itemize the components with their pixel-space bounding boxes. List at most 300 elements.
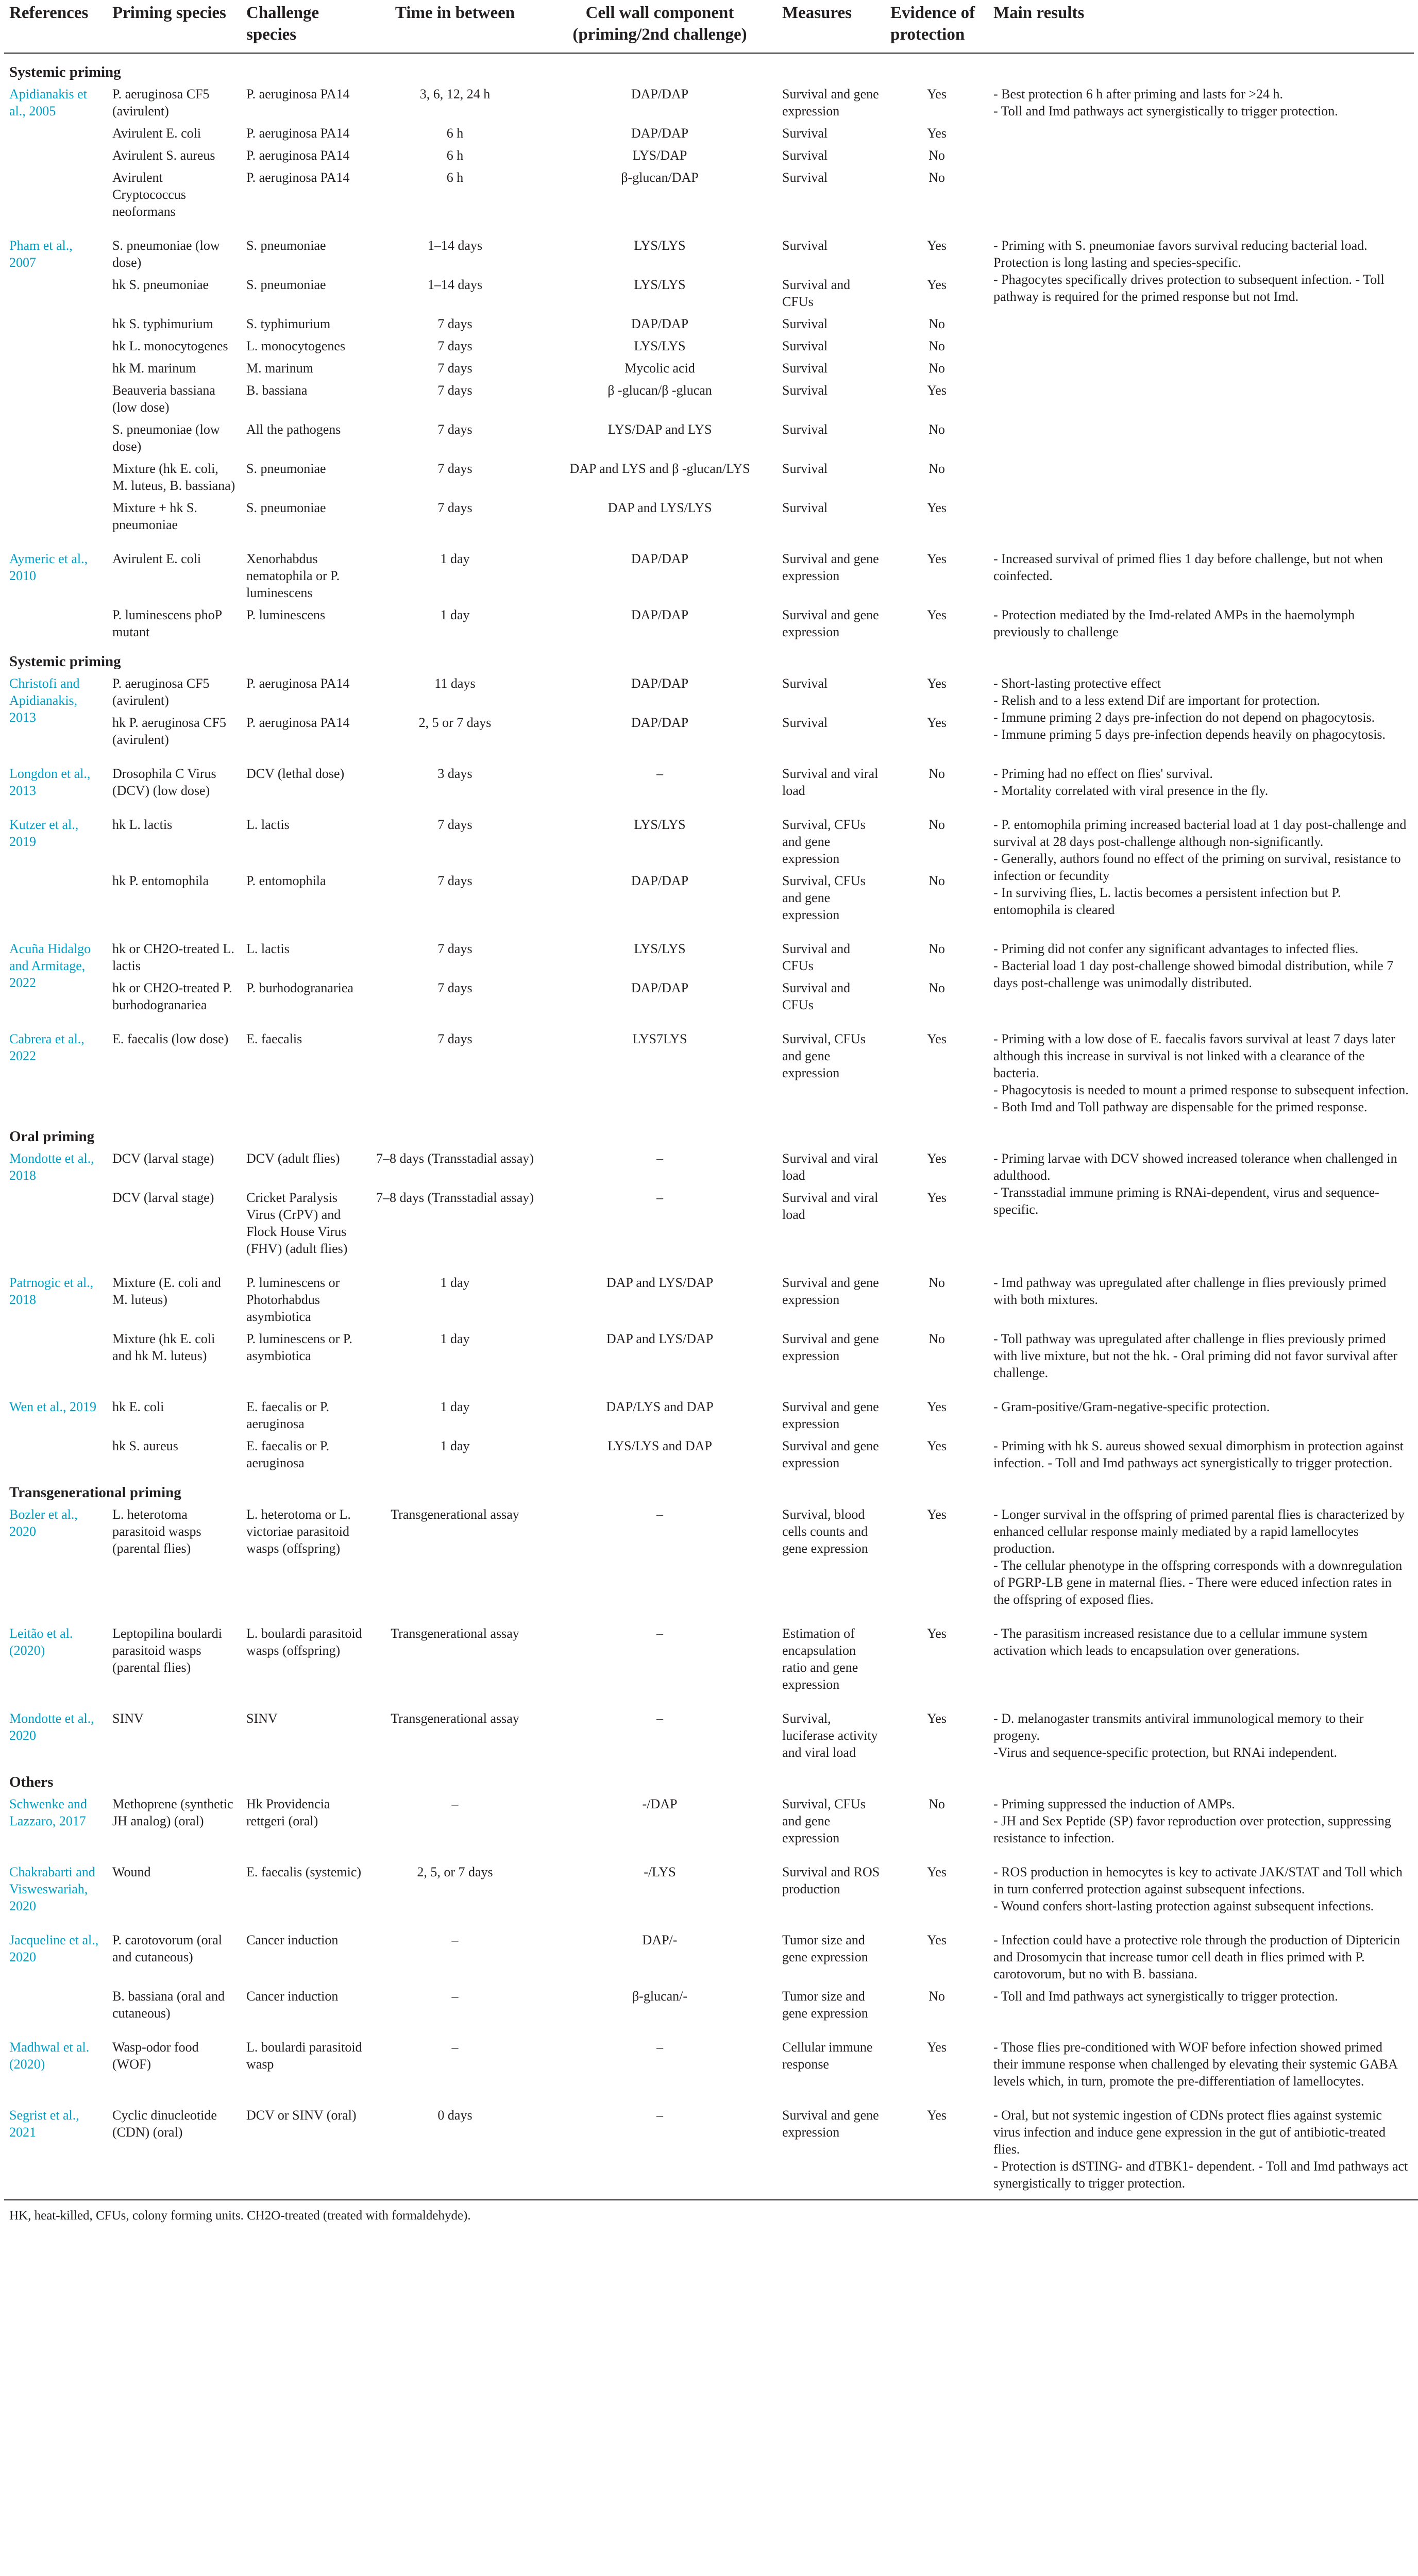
evidence-cell: Yes — [927, 126, 947, 141]
table-row — [4, 1503, 1414, 1611]
time-between-cell: 7 days — [437, 338, 472, 353]
challenge-species-cell: E. faecalis (systemic) — [246, 1865, 362, 1879]
main-results-cell: - P. entomophila priming increased bacterial load at 1 day post-challenge and survival at 28 days post-challenge although non-significantly. - Generally, authors found no effect of the priming on survival, resistance to infection or fecundity - In surviving flies, L. lactis becomes a persistent infection but P. entomophila is cleared — [993, 817, 1407, 917]
cell-wall-cell: – — [656, 1190, 663, 1205]
measures-cell: Survival and gene expression — [782, 87, 879, 118]
cell-wall-cell: β-glucan/- — [632, 1989, 688, 2004]
header-evidence: Evidence of protection — [885, 0, 988, 53]
measures-cell: Survival and gene expression — [782, 1331, 879, 1363]
cell-wall-cell: – — [656, 2108, 663, 2123]
measures-cell: Survival — [782, 170, 828, 185]
challenge-species-cell: S. pneumoniae — [246, 238, 326, 253]
table-row — [4, 604, 1414, 643]
time-between-cell: 6 h — [446, 170, 464, 185]
measures-cell: Tumor size and gene expression — [782, 1989, 868, 2021]
cell-wall-cell: DAP/- — [642, 1933, 678, 1947]
priming-species-cell: P. aeruginosa CF5 (avirulent) — [112, 676, 210, 708]
table-row — [4, 1147, 1414, 1187]
priming-species-cell: DCV (larval stage) — [112, 1190, 214, 1205]
time-between-cell: 1–14 days — [427, 277, 483, 292]
challenge-species-cell: Hk Providencia rettgeri (oral) — [246, 1797, 330, 1828]
time-between-cell: 3 days — [437, 766, 472, 781]
table-row — [4, 1384, 1414, 1435]
challenge-species-cell: Cricket Paralysis Virus (CrPV) and Flock House Virus (FHV) (adult flies) — [246, 1190, 348, 1256]
priming-species-cell: P. luminescens phoP mutant — [112, 607, 222, 639]
cell-wall-cell: – — [656, 766, 663, 781]
challenge-species-cell: L. lactis — [246, 941, 290, 956]
evidence-cell: Yes — [927, 676, 947, 691]
measures-cell: Survival, luciferase activity and viral load — [782, 1711, 878, 1760]
section-row — [4, 1474, 1414, 1503]
section-row — [4, 1764, 1414, 1793]
priming-species-cell: hk L. monocytogenes — [112, 338, 228, 353]
evidence-cell: No — [929, 1331, 945, 1346]
priming-species-cell: Mixture (hk E. coli and hk M. luteus) — [112, 1331, 215, 1363]
table-row — [4, 2092, 1414, 2194]
table-row — [4, 1435, 1414, 1474]
priming-species-cell: SINV — [112, 1711, 144, 1726]
measures-cell: Survival and gene expression — [782, 2108, 879, 2140]
evidence-cell: No — [929, 766, 945, 781]
measures-cell: Survival — [782, 500, 828, 515]
evidence-cell: Yes — [927, 1865, 947, 1879]
table-row — [4, 1917, 1414, 1985]
cell-wall-cell: LYS/LYS — [634, 941, 686, 956]
measures-cell: Survival and ROS production — [782, 1865, 880, 1896]
priming-species-cell: hk L. lactis — [112, 817, 173, 832]
main-results-cell: - Priming had no effect on flies' survival. - Mortality correlated with viral presence in the fly. — [993, 766, 1269, 798]
priming-table — [4, 0, 1414, 2194]
header-row — [4, 0, 1414, 53]
main-results-cell: - D. melanogaster transmits antiviral immunological memory to their progeny. -Virus and sequence-specific protection, but RNAi independent. — [993, 1711, 1364, 1760]
challenge-species-cell: S. pneumoniae — [246, 500, 326, 515]
evidence-cell: Yes — [927, 87, 947, 101]
priming-species-cell: Mixture (hk E. coli, M. luteus, B. bassiana) — [112, 461, 235, 493]
section-title: Others — [9, 1774, 54, 1790]
priming-species-cell: hk M. marinum — [112, 361, 196, 376]
time-between-cell: Transgenerational assay — [391, 1626, 519, 1641]
reference-cell: Longdon et al., 2013 — [9, 766, 91, 798]
challenge-species-cell: E. faecalis — [246, 1031, 302, 1046]
section-row — [4, 53, 1414, 83]
challenge-species-cell: P. aeruginosa PA14 — [246, 170, 350, 185]
section-row — [4, 1118, 1414, 1147]
challenge-species-cell: S. pneumoniae — [246, 461, 326, 476]
measures-cell: Survival, CFUs and gene expression — [782, 1797, 866, 1845]
time-between-cell: – — [451, 1933, 459, 1947]
cell-wall-cell: β-glucan/DAP — [621, 170, 699, 185]
reference-cell: Schwenke and Lazzaro, 2017 — [9, 1797, 87, 1828]
challenge-species-cell: DCV (lethal dose) — [246, 766, 345, 781]
priming-species-cell: Wound — [112, 1865, 151, 1879]
time-between-cell: 7 days — [437, 873, 472, 888]
cell-wall-cell: LYS/LYS — [634, 238, 686, 253]
challenge-species-cell: P. luminescens — [246, 607, 326, 622]
challenge-species-cell: B. bassiana — [246, 383, 308, 398]
challenge-species-cell: Xenorhabdus nematophila or P. luminescens — [246, 551, 340, 600]
header-priming-species: Priming species — [107, 0, 241, 53]
evidence-cell: No — [929, 361, 945, 376]
cell-wall-cell: LYS/DAP and LYS — [607, 422, 712, 437]
measures-cell: Survival, CFUs and gene expression — [782, 817, 866, 866]
challenge-species-cell: Cancer induction — [246, 1989, 339, 2004]
time-between-cell: 0 days — [437, 2108, 472, 2123]
time-between-cell: 1 day — [440, 551, 470, 566]
priming-species-cell: Avirulent E. coli — [112, 126, 201, 141]
challenge-species-cell: L. lactis — [246, 817, 290, 832]
challenge-species-cell: P. aeruginosa PA14 — [246, 126, 350, 141]
priming-species-cell: Avirulent S. aureus — [112, 148, 215, 163]
challenge-species-cell: P. luminescens or P. asymbiotica — [246, 1331, 352, 1363]
measures-cell: Survival and viral load — [782, 1190, 879, 1222]
cell-wall-cell: Mycolic acid — [624, 361, 695, 376]
cell-wall-cell: DAP and LYS and β -glucan/LYS — [569, 461, 750, 476]
challenge-species-cell: SINV — [246, 1711, 278, 1726]
time-between-cell: 2, 5 or 7 days — [418, 715, 492, 730]
measures-cell: Survival, CFUs and gene expression — [782, 873, 866, 922]
table-row — [4, 1793, 1414, 1849]
priming-species-cell: hk S. typhimurium — [112, 316, 213, 331]
cell-wall-cell: LYS7LYS — [632, 1031, 687, 1046]
evidence-cell: Yes — [927, 2108, 947, 2123]
time-between-cell: 7 days — [437, 980, 472, 995]
table-row — [4, 672, 1414, 711]
challenge-species-cell: P. aeruginosa PA14 — [246, 676, 350, 691]
evidence-cell: Yes — [927, 1438, 947, 1453]
challenge-species-cell: P. aeruginosa PA14 — [246, 715, 350, 730]
challenge-species-cell: All the pathogens — [246, 422, 341, 437]
cell-wall-cell: LYS/LYS — [634, 338, 686, 353]
time-between-cell: 7 days — [437, 422, 472, 437]
measures-cell: Survival — [782, 715, 828, 730]
cell-wall-cell: -/DAP — [642, 1797, 678, 1811]
evidence-cell: No — [929, 422, 945, 437]
evidence-cell: No — [929, 817, 945, 832]
header-references: References — [4, 0, 107, 53]
challenge-species-cell: Cancer induction — [246, 1933, 339, 1947]
main-results-cell: - The parasitism increased resistance due to a cellular immune system activation which leads to encapsulation over generations. — [993, 1626, 1368, 1658]
evidence-cell: Yes — [927, 500, 947, 515]
measures-cell: Survival and CFUs — [782, 980, 851, 1012]
measures-cell: Survival — [782, 676, 828, 691]
table-row — [4, 1696, 1414, 1764]
evidence-cell: No — [929, 316, 945, 331]
section-row — [4, 643, 1414, 672]
reference-cell: Patrnogic et al., 2018 — [9, 1275, 94, 1307]
cell-wall-cell: – — [656, 1507, 663, 1522]
priming-species-cell: B. bassiana (oral and cutaneous) — [112, 1989, 225, 2021]
reference-cell: Acuña Hidalgo and Armitage, 2022 — [9, 941, 91, 990]
evidence-cell: No — [929, 461, 945, 476]
evidence-cell: No — [929, 1989, 945, 2004]
table-row — [4, 1849, 1414, 1917]
priming-species-cell: hk P. aeruginosa CF5 (avirulent) — [112, 715, 226, 747]
priming-species-cell: Mixture (E. coli and M. luteus) — [112, 1275, 221, 1307]
challenge-species-cell: E. faecalis or P. aeruginosa — [246, 1399, 330, 1431]
cell-wall-cell: – — [656, 1151, 663, 1166]
evidence-cell: Yes — [927, 2040, 947, 2055]
priming-species-cell: Cyclic dinucleotide (CDN) (oral) — [112, 2108, 217, 2140]
priming-species-cell: L. heterotoma parasitoid wasps (parental flies) — [112, 1507, 201, 1556]
cell-wall-cell: – — [656, 1626, 663, 1641]
cell-wall-cell: DAP/DAP — [631, 873, 689, 888]
table-footnote: HK, heat-killed, CFUs, colony forming units. CH2O-treated (treated with formaldehyde). — [4, 2199, 1418, 2224]
measures-cell: Survival and CFUs — [782, 277, 851, 309]
measures-cell: Survival, blood cells counts and gene expression — [782, 1507, 868, 1556]
cell-wall-cell: LYS/LYS — [634, 817, 686, 832]
measures-cell: Survival and gene expression — [782, 1438, 879, 1470]
priming-species-cell: DCV (larval stage) — [112, 1151, 214, 1166]
table-row — [4, 1260, 1414, 1328]
cell-wall-cell: -/LYS — [644, 1865, 676, 1879]
time-between-cell: 7 days — [437, 361, 472, 376]
section-title: Systemic priming — [9, 64, 121, 80]
time-between-cell: 7 days — [437, 500, 472, 515]
main-results-cell: - Priming with S. pneumoniae favors survival reducing bacterial load. Protection is long lasting and species-specific. - Phagocytes specifically drives protection to subsequent infection. - Toll pathway is required for the primed response but not Imd. — [993, 238, 1385, 304]
reference-cell: Bozler et al., 2020 — [9, 1507, 78, 1539]
table-row — [4, 1328, 1414, 1384]
reference-cell: Mondotte et al., 2020 — [9, 1711, 94, 1743]
measures-cell: Survival — [782, 383, 828, 398]
evidence-cell: Yes — [927, 1933, 947, 1947]
header-main-results: Main results — [988, 0, 1414, 53]
reference-cell: Wen et al., 2019 — [9, 1399, 97, 1414]
reference-cell: Leitão et al. (2020) — [9, 1626, 73, 1658]
challenge-species-cell: L. boulardi parasitoid wasp — [246, 2040, 362, 2072]
priming-species-cell: hk P. entomophila — [112, 873, 209, 888]
priming-species-cell: S. pneumoniae (low dose) — [112, 238, 220, 270]
evidence-cell: Yes — [927, 607, 947, 622]
evidence-cell: Yes — [927, 1151, 947, 1166]
reference-cell: Christofi and Apidianakis, 2013 — [9, 676, 80, 725]
time-between-cell: 6 h — [446, 126, 464, 141]
challenge-species-cell: P. entomophila — [246, 873, 326, 888]
table-body — [4, 53, 1414, 2194]
time-between-cell: 1 day — [440, 607, 470, 622]
table-row — [4, 1611, 1414, 1696]
priming-species-cell: P. aeruginosa CF5 (avirulent) — [112, 87, 210, 118]
cell-wall-cell: DAP and LYS/DAP — [606, 1275, 714, 1290]
reference-cell: Segrist et al., 2021 — [9, 2108, 79, 2140]
main-results-cell: - Priming suppressed the induction of AMPs. - JH and Sex Peptide (SP) favor reproduction over protection, suppressing resistance to infection. — [993, 1797, 1391, 1845]
challenge-species-cell: E. faecalis or P. aeruginosa — [246, 1438, 330, 1470]
measures-cell: Survival, CFUs and gene expression — [782, 1031, 866, 1080]
measures-cell: Survival — [782, 148, 828, 163]
main-results-cell: - Those flies pre-conditioned with WOF before infection showed primed their immune response when challenged by elevating their systemic GABA levels which, in turn, promote the pre-differentiation of lamellocytes. — [993, 2040, 1397, 2089]
cell-wall-cell: LYS/LYS — [634, 277, 686, 292]
measures-cell: Survival — [782, 338, 828, 353]
evidence-cell: Yes — [927, 238, 947, 253]
time-between-cell: 1 day — [440, 1399, 470, 1414]
cell-wall-cell: DAP/DAP — [631, 551, 689, 566]
measures-cell: Survival and viral load — [782, 766, 879, 798]
header-time-between: Time in between — [367, 0, 543, 53]
main-results-cell: - Short-lasting protective effect - Relish and to a less extend Dif are important for protection. - Immune priming 2 days pre-infection do not depend on phagocytosis. - Immune priming 5 days pre-infection depends heavily on phagocytosis. — [993, 676, 1386, 742]
challenge-species-cell: L. monocytogenes — [246, 338, 346, 353]
cell-wall-cell: DAP/DAP — [631, 980, 689, 995]
measures-cell: Survival and viral load — [782, 1151, 879, 1183]
reference-cell: Chakrabarti and Visweswariah, 2020 — [9, 1865, 95, 1913]
evidence-cell: Yes — [927, 715, 947, 730]
cell-wall-cell: DAP/DAP — [631, 607, 689, 622]
evidence-cell: No — [929, 1275, 945, 1290]
reference-cell: Kutzer et al., 2019 — [9, 817, 79, 849]
measures-cell: Survival — [782, 316, 828, 331]
priming-species-cell: hk S. aureus — [112, 1438, 178, 1453]
time-between-cell: Transgenerational assay — [391, 1711, 519, 1726]
priming-species-cell: Drosophila C Virus (DCV) (low dose) — [112, 766, 216, 798]
cell-wall-cell: DAP/DAP — [631, 126, 689, 141]
main-results-cell: - Toll and Imd pathways act synergistically to trigger protection. — [993, 1989, 1338, 2004]
time-between-cell: 1 day — [440, 1275, 470, 1290]
time-between-cell: 3, 6, 12, 24 h — [419, 87, 491, 101]
evidence-cell: No — [929, 873, 945, 888]
reference-cell: Madhwal et al. (2020) — [9, 2040, 90, 2072]
table-row — [4, 926, 1414, 977]
measures-cell: Cellular immune response — [782, 2040, 873, 2072]
time-between-cell: 1 day — [440, 1331, 470, 1346]
priming-species-cell: E. faecalis (low dose) — [112, 1031, 229, 1046]
time-between-cell: – — [451, 1989, 459, 2004]
time-between-cell: – — [451, 1797, 459, 1811]
main-results-cell: - Imd pathway was upregulated after challenge in flies previously primed with both mixtures. — [993, 1275, 1387, 1307]
section-title: Systemic priming — [9, 653, 121, 670]
time-between-cell: 11 days — [434, 676, 476, 691]
evidence-cell: Yes — [927, 1399, 947, 1414]
priming-species-cell: Avirulent Cryptococcus neoformans — [112, 170, 186, 219]
priming-species-cell: hk or CH2O-treated L. lactis — [112, 941, 234, 973]
main-results-cell: - Priming with a low dose of E. faecalis favors survival at least 7 days later although this increase in survival is not linked with a clearance of the bacteria. - Phagocytosis is needed to mount a primed response to subsequent infection. - Both Imd and Toll pathway are dispensable for the primed response. — [993, 1031, 1409, 1114]
measures-cell: Survival and gene expression — [782, 551, 879, 583]
challenge-species-cell: L. boulardi parasitoid wasps (offspring) — [246, 1626, 362, 1658]
evidence-cell: Yes — [927, 1711, 947, 1726]
evidence-cell: No — [929, 338, 945, 353]
priming-species-cell: Mixture + hk S. pneumoniae — [112, 500, 197, 532]
table-row — [4, 1016, 1414, 1118]
time-between-cell: 7 days — [437, 383, 472, 398]
measures-cell: Survival — [782, 361, 828, 376]
challenge-species-cell: DCV (adult flies) — [246, 1151, 340, 1166]
header-measures: Measures — [777, 0, 885, 53]
challenge-species-cell: L. heterotoma or L. victoriae parasitoid wasps (offspring) — [246, 1507, 351, 1556]
cell-wall-cell: DAP/LYS and DAP — [606, 1399, 714, 1414]
main-results-cell: - Priming larvae with DCV showed increased tolerance when challenged in adulthood. - Transstadial immune priming is RNAi-dependent, virus and sequence-specific. — [993, 1151, 1397, 1217]
evidence-cell: No — [929, 980, 945, 995]
reference-cell: Cabrera et al., 2022 — [9, 1031, 85, 1063]
main-results-cell: - Longer survival in the offspring of primed parental flies is characterized by enhanced cellular response mainly mediated by a rapid lamellocytes production. - The cellular phenotype in the offspring corresponds with a downregulation of PGRP-LB gene in maternal flies. - There were educed infection rates in the offspring of exposed flies. — [993, 1507, 1405, 1607]
measures-cell: Estimation of encapsulation ratio and gene expression — [782, 1626, 858, 1692]
evidence-cell: Yes — [927, 551, 947, 566]
challenge-species-cell: P. burhodogranariea — [246, 980, 353, 995]
time-between-cell: Transgenerational assay — [391, 1507, 519, 1522]
cell-wall-cell: DAP and LYS/DAP — [606, 1331, 714, 1346]
priming-species-cell: Methoprene (synthetic JH analog) (oral) — [112, 1797, 233, 1828]
evidence-cell: Yes — [927, 383, 947, 398]
evidence-cell: Yes — [927, 1031, 947, 1046]
main-results-cell: - Priming with hk S. aureus showed sexual dimorphism in protection against infection. - Toll and Imd pathways act synergistically to trigger protection. — [993, 1438, 1404, 1470]
priming-species-cell: hk or CH2O-treated P. burhodogranariea — [112, 980, 232, 1012]
section-title: Oral priming — [9, 1128, 95, 1145]
priming-species-cell: S. pneumoniae (low dose) — [112, 422, 220, 454]
cell-wall-cell: DAP/DAP — [631, 87, 689, 101]
header-challenge-species: Challenge species — [241, 0, 367, 53]
main-results-cell: - Increased survival of primed flies 1 day before challenge, but not when coinfected. — [993, 551, 1383, 583]
time-between-cell: 7 days — [437, 817, 472, 832]
cell-wall-cell: DAP and LYS/LYS — [607, 500, 712, 515]
cell-wall-cell: – — [656, 1711, 663, 1726]
main-results-cell: - Infection could have a protective role through the production of Diptericin and Drosomycin that increase tumor cell death in flies primed with P. carotovorum, but no with B. bassiana. — [993, 1933, 1400, 1981]
challenge-species-cell: P. aeruginosa PA14 — [246, 148, 350, 163]
cell-wall-cell: DAP/DAP — [631, 676, 689, 691]
main-results-cell: - Toll pathway was upregulated after challenge in flies previously primed with live mixture, but not the hk. - Oral priming did not favor survival after challenge. — [993, 1331, 1398, 1380]
evidence-cell: No — [929, 148, 945, 163]
measures-cell: Survival and gene expression — [782, 607, 879, 639]
time-between-cell: 1–14 days — [427, 238, 483, 253]
reference-cell: Mondotte et al., 2018 — [9, 1151, 94, 1183]
table-row — [4, 751, 1414, 802]
time-between-cell: – — [451, 2040, 459, 2055]
time-between-cell: 6 h — [446, 148, 464, 163]
priming-species-cell: Avirulent E. coli — [112, 551, 201, 566]
main-results-cell: - Oral, but not systemic ingestion of CDNs protect flies against systemic virus infection and induce gene expression in the gut of antibiotic-treated flies. - Protection is dSTING- and dTBK1- dependent. - Toll and Imd pathways act synergistically to trigger protection. — [993, 2108, 1408, 2191]
time-between-cell: 7 days — [437, 1031, 472, 1046]
table-row — [4, 83, 1414, 122]
cell-wall-cell: LYS/DAP — [632, 148, 687, 163]
time-between-cell: 7 days — [437, 941, 472, 956]
measures-cell: Survival — [782, 238, 828, 253]
cell-wall-cell: DAP/DAP — [631, 715, 689, 730]
time-between-cell: 7–8 days (Transstadial assay) — [376, 1151, 534, 1166]
evidence-cell: No — [929, 941, 945, 956]
reference-cell: Apidianakis et al., 2005 — [9, 87, 87, 118]
challenge-species-cell: P. luminescens or Photorhabdus asymbiotica — [246, 1275, 340, 1324]
evidence-cell: Yes — [927, 1190, 947, 1205]
evidence-cell: Yes — [927, 277, 947, 292]
priming-species-cell: Beauveria bassiana (low dose) — [112, 383, 215, 415]
time-between-cell: 2, 5, or 7 days — [417, 1865, 493, 1879]
cell-wall-cell: β -glucan/β -glucan — [607, 383, 712, 398]
time-between-cell: 1 day — [440, 1438, 470, 1453]
cell-wall-cell: DAP/DAP — [631, 316, 689, 331]
challenge-species-cell: P. aeruginosa PA14 — [246, 87, 350, 101]
measures-cell: Survival and gene expression — [782, 1275, 879, 1307]
measures-cell: Survival and gene expression — [782, 1399, 879, 1431]
reference-cell: Pham et al., 2007 — [9, 238, 73, 270]
main-results-cell: - ROS production in hemocytes is key to activate JAK/STAT and Toll which in turn conferred protection against subsequent infections. - Wound confers short-lasting protection against subsequent infections. — [993, 1865, 1403, 1913]
evidence-cell: No — [929, 1797, 945, 1811]
time-between-cell: 7 days — [437, 461, 472, 476]
priming-species-cell: hk E. coli — [112, 1399, 164, 1414]
reference-cell: Aymeric et al., 2010 — [9, 551, 88, 583]
measures-cell: Tumor size and gene expression — [782, 1933, 868, 1964]
header-cell-wall: Cell wall component (priming/2nd challenge) — [543, 0, 777, 53]
main-results-cell: - Best protection 6 h after priming and lasts for >24 h. - Toll and Imd pathways act synergistically to trigger protection. — [993, 87, 1338, 118]
table-row — [4, 802, 1414, 870]
table-row — [4, 536, 1414, 604]
priming-species-cell: P. carotovorum (oral and cutaneous) — [112, 1933, 223, 1964]
measures-cell: Survival — [782, 422, 828, 437]
main-results-cell: - Gram-positive/Gram-negative-specific protection. — [993, 1399, 1270, 1414]
table-row — [4, 1985, 1414, 2024]
challenge-species-cell: M. marinum — [246, 361, 313, 376]
table-row — [4, 2024, 1414, 2092]
table-row — [4, 223, 1414, 274]
measures-cell: Survival and CFUs — [782, 941, 851, 973]
time-between-cell: 7 days — [437, 316, 472, 331]
challenge-species-cell: S. pneumoniae — [246, 277, 326, 292]
section-title: Transgenerational priming — [9, 1484, 181, 1501]
measures-cell: Survival — [782, 461, 828, 476]
